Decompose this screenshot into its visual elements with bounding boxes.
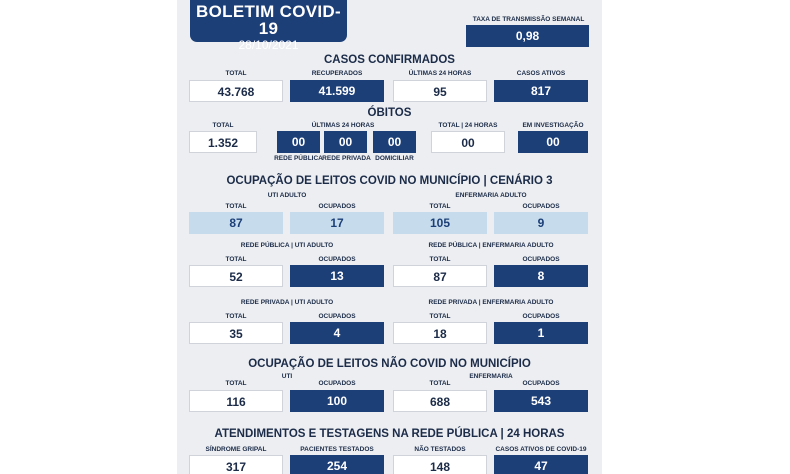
private-icu-total-label: TOTAL [225, 313, 247, 320]
active-cases-value: 817 [494, 80, 588, 102]
deaths-private-value: 00 [324, 131, 367, 153]
bulletin-date: 28/10/2021 [238, 38, 299, 52]
deaths-investigation-value: 00 [518, 131, 588, 153]
non-covid-icu-total-label: TOTAL [225, 380, 247, 387]
non-covid-beds-title: OCUPAÇÃO DE LEITOS NÃO COVID NO MUNICÍPIO [248, 358, 531, 370]
private-ward-occupied-value: 1 [494, 322, 588, 344]
non-covid-icu-label: UTI [281, 373, 293, 380]
bulletin-title: BOLETIM COVID-19 [196, 2, 341, 38]
public-ward-total-value: 87 [393, 265, 487, 287]
private-icu-total-value: 35 [189, 322, 283, 344]
tested-patients-label: PACIENTES TESTADOS [300, 446, 374, 453]
public-icu-occupied-value: 13 [290, 265, 384, 287]
non-covid-ward-total-value: 688 [393, 390, 487, 412]
ward-total-value: 105 [393, 212, 487, 234]
transmission-rate-value: 0,98 [466, 25, 589, 47]
public-ward-occupied-label: OCUPADOS [522, 256, 560, 263]
deaths-public-label: REDE PÚBLICA [274, 155, 323, 162]
deaths-title: ÓBITOS [367, 107, 412, 119]
active-covid-cases-value: 47 [494, 455, 588, 474]
non-covid-ward-label: ENFERMARIA [469, 373, 513, 380]
ward-adult-label: ENFERMARIA ADULTO [455, 192, 527, 199]
ward-occupied-label: OCUPADOS [522, 203, 560, 210]
public-ward-total-label: TOTAL [429, 256, 451, 263]
last-24h-label: ÚLTIMAS 24 HORAS [408, 70, 472, 77]
deaths-investigation-label: EM INVESTIGAÇÃO [522, 122, 584, 129]
bulletin-panel [177, 0, 602, 474]
private-ward-total-value: 18 [393, 322, 487, 344]
icu-total-value: 87 [189, 212, 283, 234]
deaths-home-value: 00 [373, 131, 416, 153]
confirmed-total-label: TOTAL [225, 70, 247, 77]
public-icu-label: REDE PÚBLICA | UTI ADULTO [240, 242, 334, 249]
non-covid-icu-occupied-label: OCUPADOS [318, 380, 356, 387]
public-icu-total-label: TOTAL [225, 256, 247, 263]
bulletin-header [190, 0, 347, 52]
non-covid-icu-occupied-value: 100 [290, 390, 384, 412]
private-icu-occupied-label: OCUPADOS [318, 313, 356, 320]
deaths-last-24h-label: ÚLTIMAS 24 HORAS [311, 122, 375, 129]
care-testing-title: ATENDIMENTOS E TESTAGENS NA REDE PÚBLICA | 24 HORAS [214, 428, 565, 440]
recovered-label: RECUPERADOS [311, 70, 363, 77]
icu-total-label: TOTAL [225, 203, 247, 210]
ward-total-label: TOTAL [429, 203, 451, 210]
public-ward-label: REDE PÚBLICA | ENFERMARIA ADULTO [428, 242, 554, 249]
icu-occupied-label: OCUPADOS [318, 203, 356, 210]
private-icu-occupied-value: 4 [290, 322, 384, 344]
confirmed-cases-title: CASOS CONFIRMADOS [324, 54, 455, 66]
not-tested-label: NÃO TESTADOS [414, 446, 466, 453]
deaths-total-24h-value: 00 [431, 131, 505, 153]
active-covid-cases-label: CASOS ATIVOS DE COVID-19 [495, 446, 587, 453]
flu-syndrome-label: SÍNDROME GRIPAL [205, 446, 267, 453]
non-covid-icu-total-value: 116 [189, 390, 283, 412]
flu-syndrome-value: 317 [189, 455, 283, 474]
last-24h-value: 95 [393, 80, 487, 102]
deaths-home-label: DOMICILIAR [375, 155, 414, 162]
public-icu-total-value: 52 [189, 265, 283, 287]
deaths-total-label: TOTAL [212, 122, 234, 129]
deaths-private-label: REDE PRIVADA [322, 155, 371, 162]
active-cases-label: CASOS ATIVOS [516, 70, 566, 77]
recovered-value: 41.599 [290, 80, 384, 102]
confirmed-total-value: 43.768 [189, 80, 283, 102]
non-covid-ward-occupied-label: OCUPADOS [522, 380, 560, 387]
tested-patients-value: 254 [290, 455, 384, 474]
public-ward-occupied-value: 8 [494, 265, 588, 287]
ward-occupied-value: 9 [494, 212, 588, 234]
icu-occupied-value: 17 [290, 212, 384, 234]
private-icu-label: REDE PRIVADA | UTI ADULTO [240, 299, 334, 306]
transmission-rate-label: TAXA DE TRANSMISSÃO SEMANAL [472, 16, 585, 23]
icu-adult-label: UTI ADULTO [267, 192, 307, 199]
private-ward-total-label: TOTAL [429, 313, 451, 320]
not-tested-value: 148 [393, 455, 487, 474]
private-ward-label: REDE PRIVADA | ENFERMARIA ADULTO [428, 299, 554, 306]
non-covid-ward-total-label: TOTAL [429, 380, 451, 387]
public-icu-occupied-label: OCUPADOS [318, 256, 356, 263]
covid-beds-title: OCUPAÇÃO DE LEITOS COVID NO MUNICÍPIO | CENÁRIO 3 [226, 175, 553, 187]
deaths-total-value: 1.352 [189, 131, 257, 153]
deaths-public-value: 00 [277, 131, 320, 153]
private-ward-occupied-label: OCUPADOS [522, 313, 560, 320]
non-covid-ward-occupied-value: 543 [494, 390, 588, 412]
deaths-total-24h-label: TOTAL | 24 HORAS [438, 122, 498, 129]
